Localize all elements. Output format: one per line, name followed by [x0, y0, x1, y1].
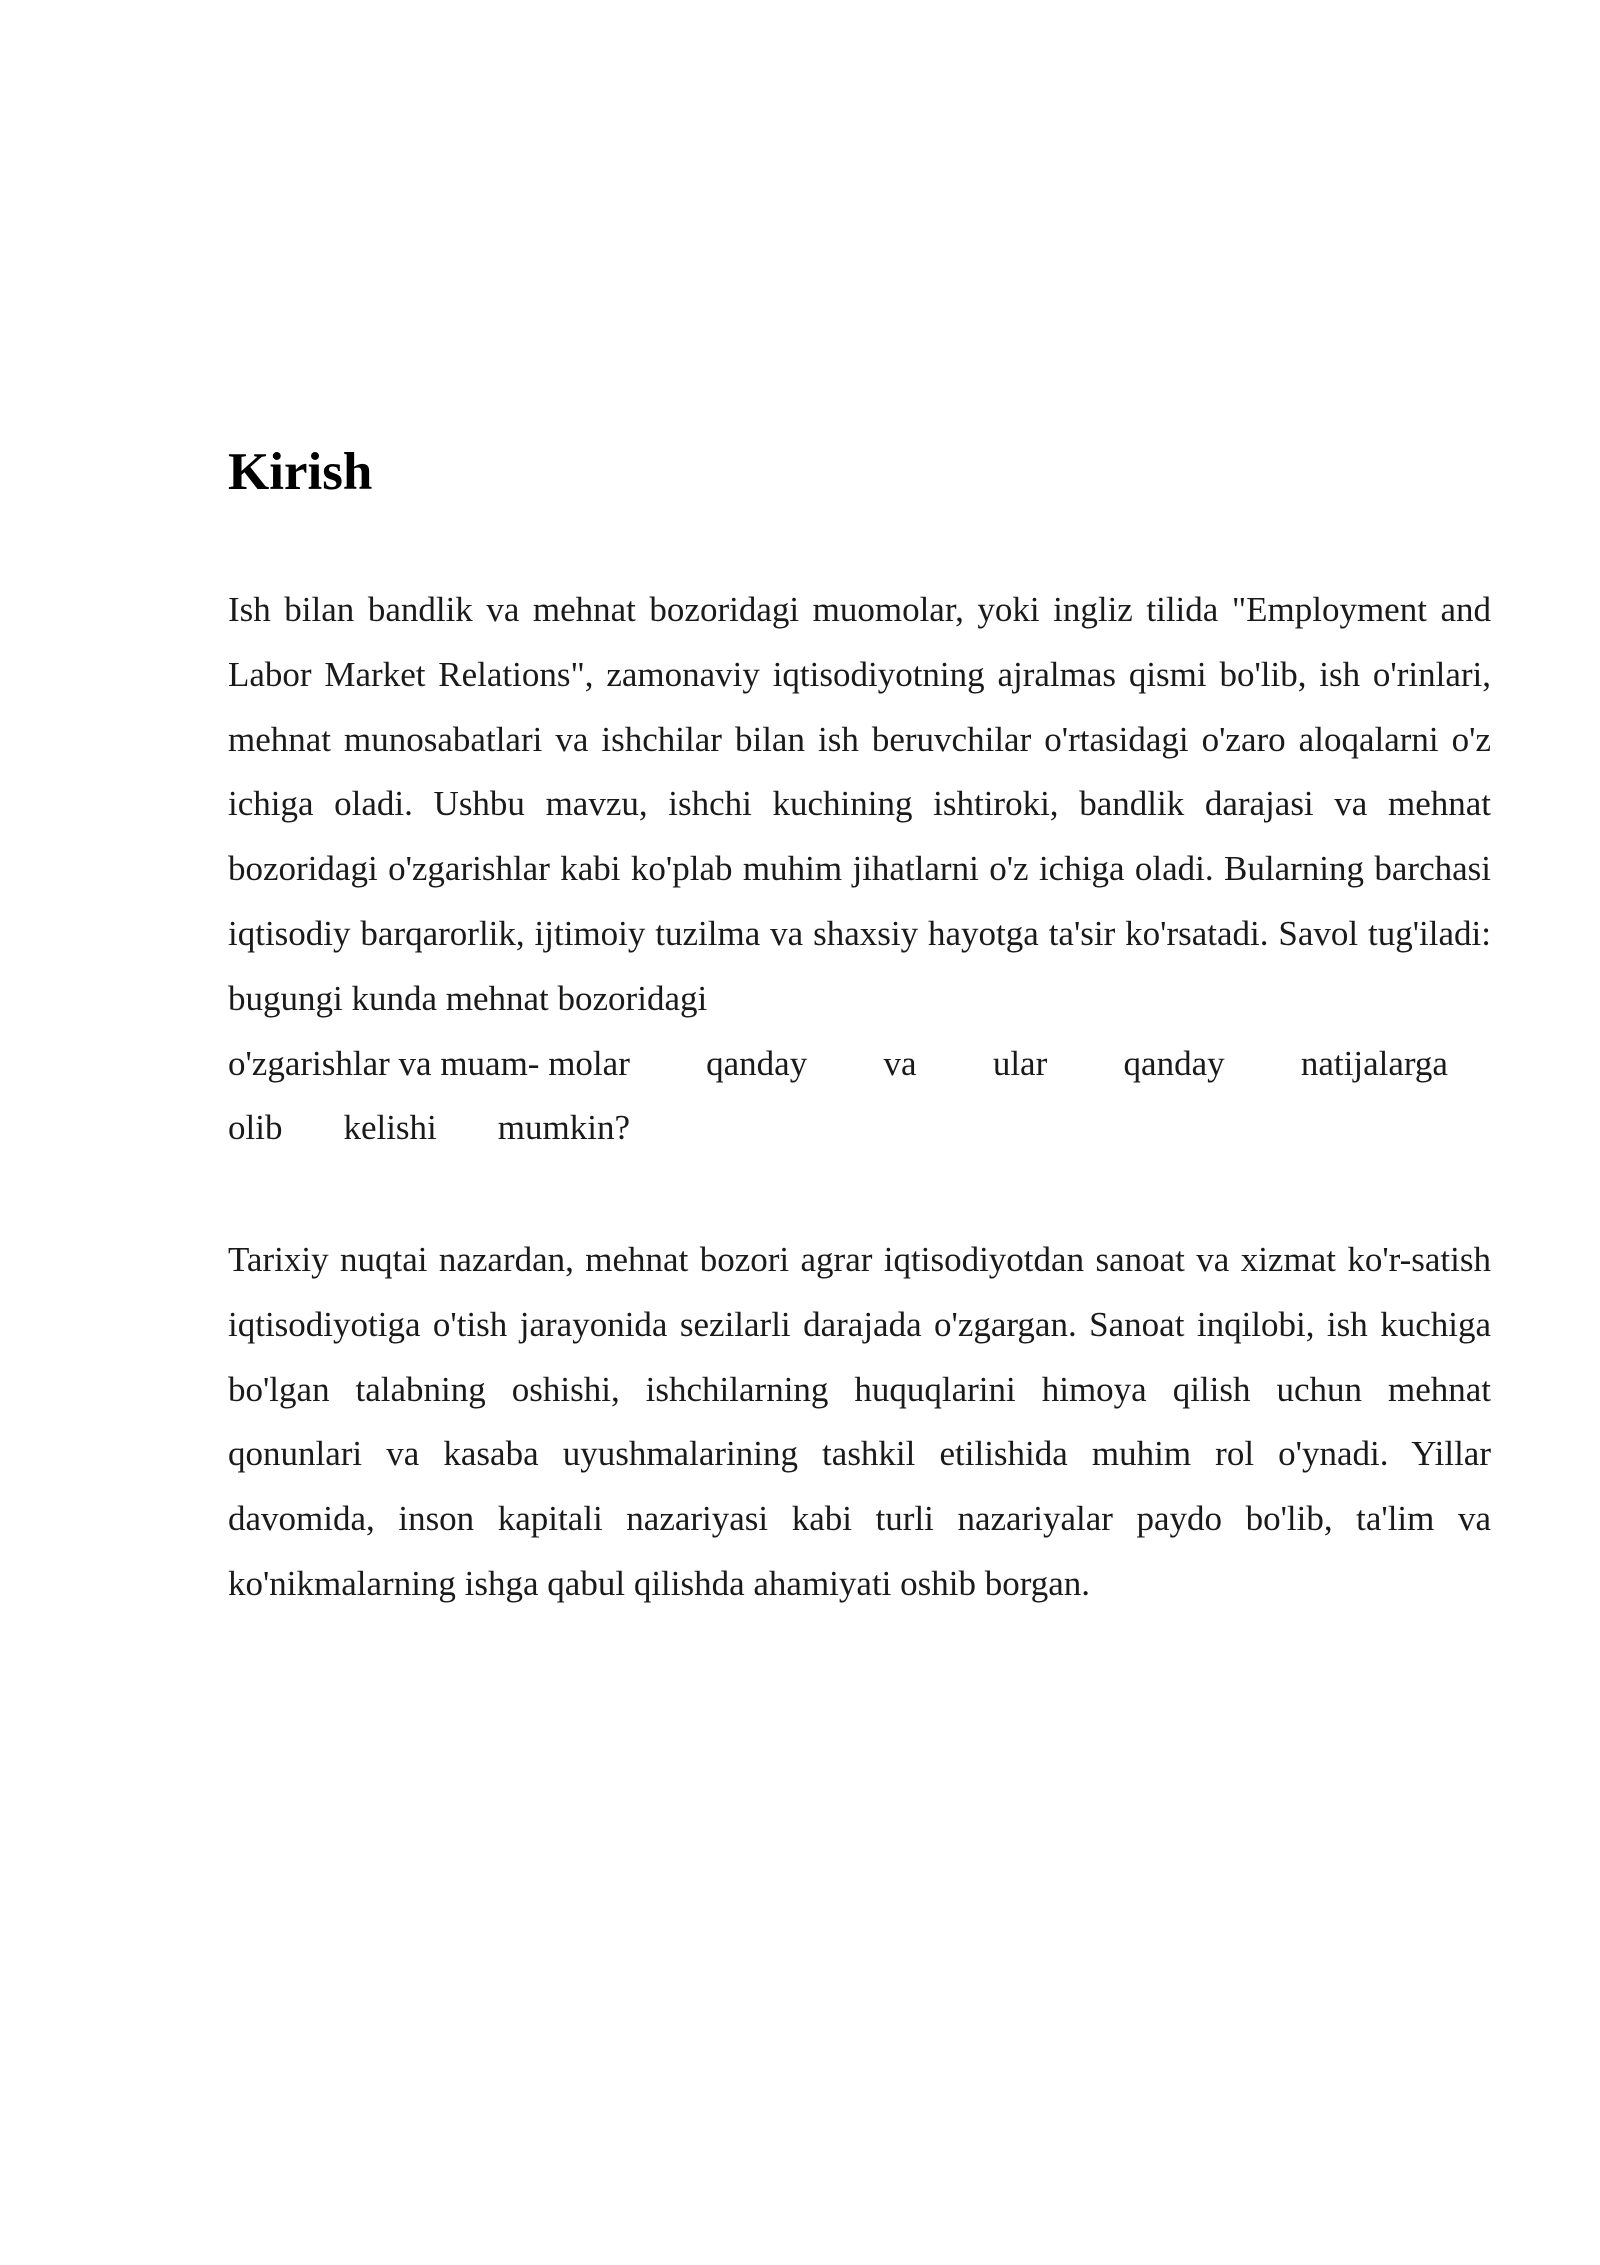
- paragraph-intro-text: Ish bilan bandlik va mehnat bozoridagi muomolar, yoki ingliz tilida "Employment and Labor Market Relations", zamonaviy iqtisodiyotning ajralmas qismi bo'lib, ish o'rinlari, mehnat munosabatlari va ishchilar bilan ish beruvchilar o'rtasidagi o'zaro aloqalarni o'z ichiga oladi. Ushbu mavzu, ishchi kuchining ishtiroki, bandlik darajasi va mehnat bozoridagi o'zgarishlar kabi ko'plab muhim jihatlarni o'z ichiga oladi. Bularning barchasi iqtisodiy barqarorlik, ijtimoiy tuzilma va shaxsiy hayotga ta'sir ko'rsatadi. Savol tug'iladi: bugungi kunda mehnat bozoridagi: [228, 590, 1491, 1018]
- word: va: [883, 1043, 917, 1083]
- paragraph-intro-spread-line-2: [228, 1096, 630, 1161]
- paragraph-history: Tarixiy nuqtai nazardan, mehnat bozori agrar iqtisodiyotdan sanoat va xizmat ko'r-satish iqtisodiyotiga o'tish jarayonida sezilarli darajada o'zgargan. Sanoat inqilobi, ish kuchiga bo'lgan talabning oshishi, ishchilarning huquqlarini himoya qilish uchun mehnat qonunlari va kasaba uyushmalarining tashkil etilishida muhim rol o'ynadi. Yillar davomida, inson kapitali nazariyasi kabi turli nazariyalar paydo bo'lib, ta'lim va ko'nikmalarning ishga qabul qilishda ahamiyati oshib borgan.: [228, 1240, 1491, 1603]
- paragraph-intro-spread-line-1: [228, 1032, 1448, 1097]
- paragraph-intro: [228, 578, 1491, 1161]
- word: mumkin?: [497, 1108, 630, 1148]
- word: qanday: [706, 1043, 808, 1083]
- word: o'zgarishlar va muam- molar: [228, 1043, 630, 1083]
- word: qanday: [1123, 1043, 1225, 1083]
- section-heading: Kirish: [228, 443, 373, 501]
- word: olib: [228, 1108, 283, 1148]
- word: ular: [992, 1043, 1048, 1083]
- word: natijalarga: [1300, 1043, 1448, 1083]
- word: kelishi: [343, 1108, 437, 1148]
